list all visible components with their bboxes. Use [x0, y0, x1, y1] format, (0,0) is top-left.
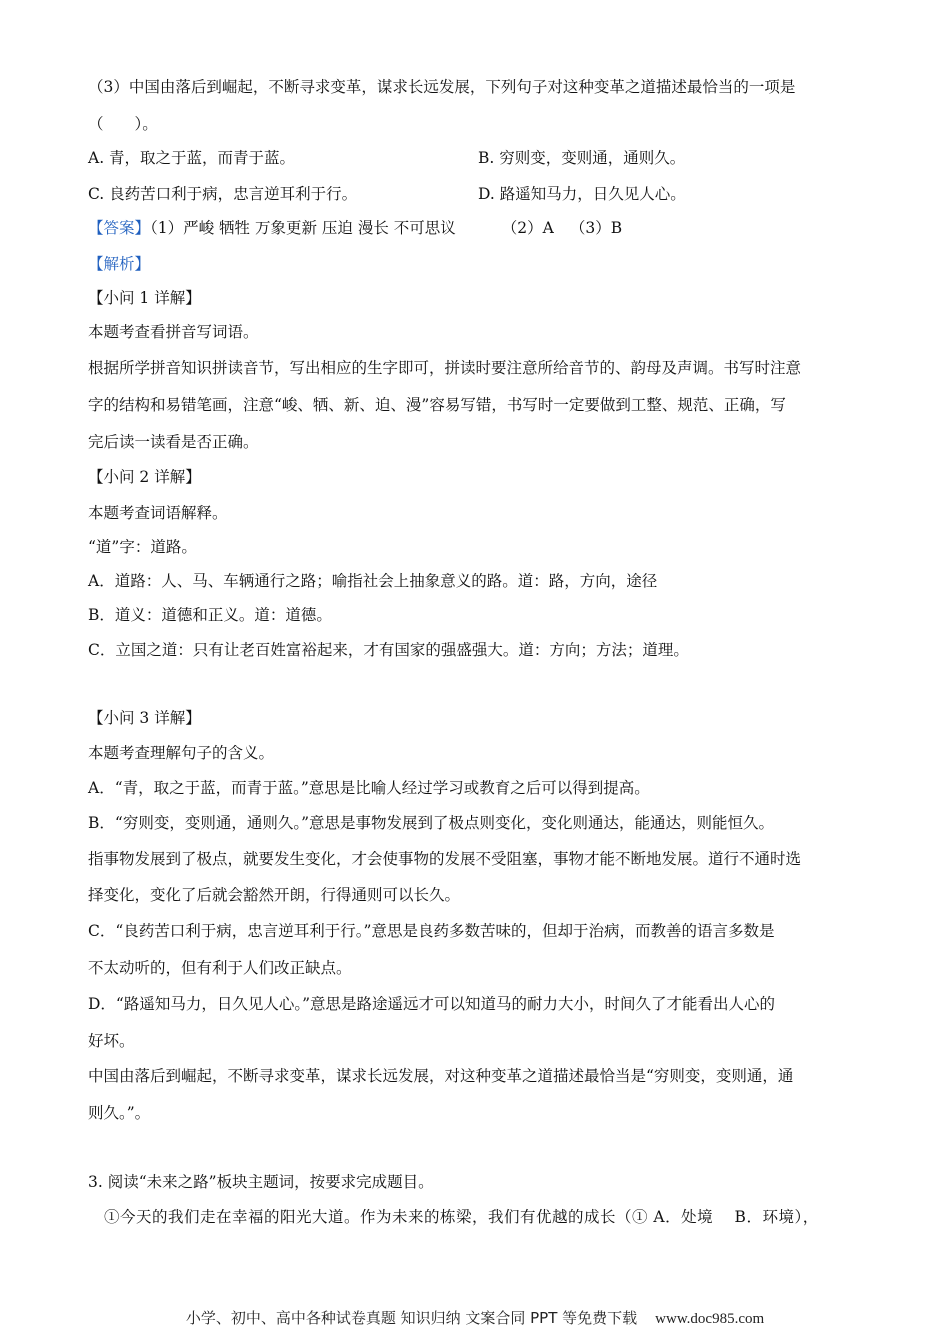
analysis-text: A．道路：人、马、车辆通行之路；喻指社会上抽象意义的路。道：路，方向，途径	[88, 572, 658, 590]
option-a: A. 青，取之于蓝，而青于蓝。	[88, 149, 296, 167]
analysis-text: 指事物发展到了极点，就要发生变化，才会使事物的发展不受阻塞，事物才能不断地发展。道行不通时选	[88, 850, 802, 868]
analysis-text: C．立国之道：只有让老百姓富裕起来，才有国家的强盛强大。道：方向；方法；道理。	[88, 641, 689, 659]
question-next-passage: ①今天的我们走在幸福的阳光大道。作为未来的栋梁，我们有优越的成长（① A．处境 B．环境），	[104, 1208, 819, 1226]
analysis-label: 【解析】	[88, 255, 151, 273]
analysis-text: 择变化，变化了后就会豁然开朗，行得通则可以长久。	[88, 886, 461, 904]
analysis-text: 中国由落后到崛起，不断寻求变革，谋求长远发展，对这种变革之道描述最恰当是“穷则变，变则通，通	[88, 1067, 794, 1085]
analysis-text: 则久。”。	[88, 1104, 151, 1122]
analysis-text: “道”字：道路。	[88, 538, 197, 556]
option-c: C. 良药苦口利于病，忠言逆耳利于行。	[88, 185, 358, 203]
answer-part-2: （2）A	[501, 219, 554, 237]
analysis-text: 本题考查看拼音写词语。	[88, 323, 259, 341]
sub-question-2-title: 【小问 2 详解】	[88, 468, 201, 486]
analysis-text: 不太动听的，但有利于人们改正缺点。	[88, 959, 352, 977]
option-b: B. 穷则变，变则通，通则久。	[478, 149, 686, 167]
analysis-text: 本题考查理解句子的含义。	[88, 744, 275, 762]
answer-part-1: （1）严峻 牺牲 万象更新 压迫 漫长 不可思议	[150, 219, 456, 237]
analysis-text: 完后读一读看是否正确。	[88, 433, 259, 451]
analysis-text: D．“路遥知马力，日久见人心。”意思是路途遥远才可以知道马的耐力大小，时间久了才能看出人心的	[88, 995, 776, 1013]
analysis-text: 字的结构和易错笔画，注意“峻、牺、新、迫、漫”容易写错，书写时一定要做到工整、规范、正确，写	[88, 396, 786, 414]
footer-url[interactable]: www.doc985.com	[655, 1311, 765, 1327]
analysis-text: 好坏。	[88, 1032, 135, 1050]
question-next-title: 3. 阅读“未来之路”板块主题词，按要求完成题目。	[88, 1173, 434, 1191]
analysis-text: B．“穷则变，变则通，通则久。”意思是事物发展到了极点则变化，变化则通达，能通达，则能恒久。	[88, 814, 774, 832]
analysis-text: C．“良药苦口利于病，忠言逆耳利于行。”意思是良药多数苦味的，但却于治病，而教善的语言多数是	[88, 922, 775, 940]
option-d: D. 路遥知马力，日久见人心。	[478, 185, 686, 203]
page-footer	[0, 1307, 950, 1328]
sub-question-3-title: 【小问 3 详解】	[88, 709, 201, 727]
question-3-blank: （ ）。	[88, 115, 158, 133]
footer-text: 小学、初中、高中各种试卷真题 知识归纳 文案合同 PPT 等免费下载	[185, 1309, 638, 1327]
answer-label: 【答案】	[88, 219, 151, 237]
analysis-text: 本题考查词语解释。	[88, 504, 228, 522]
analysis-text: A．“青，取之于蓝，而青于蓝。”意思是比喻人经过学习或教育之后可以得到提高。	[88, 779, 650, 797]
answer-part-3: （3）B	[569, 219, 623, 237]
sub-question-1-title: 【小问 1 详解】	[88, 289, 201, 307]
answer-line	[88, 218, 622, 238]
analysis-text: B．道义：道德和正义。道：道德。	[88, 606, 332, 624]
analysis-text: 根据所学拼音知识拼读音节，写出相应的生字即可，拼读时要注意所给音节的、韵母及声调。书写时注意	[88, 359, 802, 377]
question-3-stem: （3）中国由落后到崛起，不断寻求变革，谋求长远发展，下列句子对这种变革之道描述最恰当的一项是	[88, 78, 796, 96]
